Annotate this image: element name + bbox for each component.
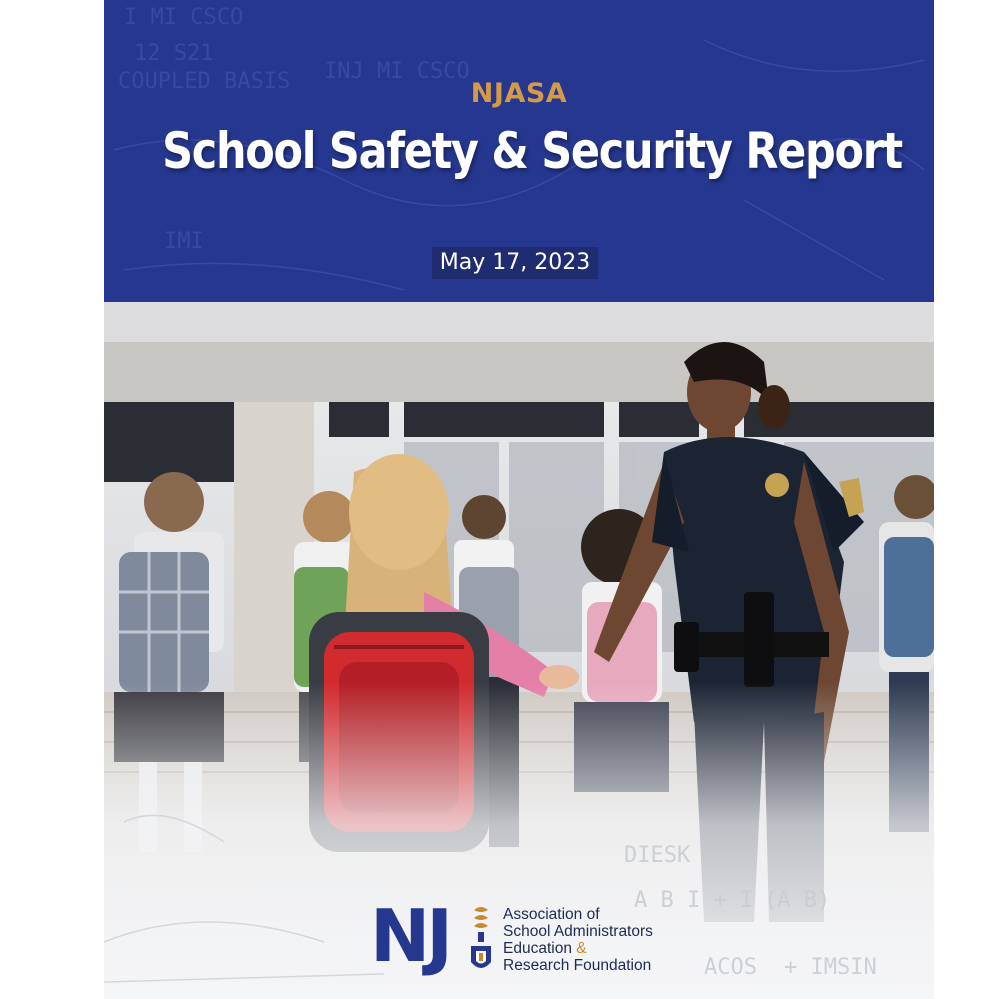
logo-line-text: Education (503, 940, 572, 957)
report-title: School Safety & Security Report (162, 122, 902, 180)
njasa-foundation-logo (370, 894, 690, 982)
cover-photo-officer-greeting-student (104, 302, 934, 999)
cover-header (104, 0, 934, 302)
scribble-text: COUPLED BASIS (118, 69, 291, 94)
building-roof (104, 302, 934, 342)
scribble-text: IMI (164, 229, 204, 254)
chalk-text: ACOS (704, 955, 757, 980)
organization-name: NJASA (470, 78, 568, 109)
building-fascia (104, 342, 934, 402)
scribble-text: INJ MI CSCO (324, 59, 470, 84)
logo-line (503, 940, 733, 957)
report-date: May 17, 2023 (432, 247, 598, 279)
logo-line: School Administrators (503, 923, 653, 940)
scribble-text: I MI CSCO (124, 5, 244, 30)
chalk-text: (A B) (764, 888, 831, 913)
scribble-text: 12 S21 (134, 41, 214, 66)
report-cover (104, 0, 934, 999)
torch-shield-icon (468, 904, 494, 976)
logo-line: Research Foundation (503, 957, 652, 974)
logo-wordmark (503, 906, 733, 974)
logo-ampersand: & (576, 940, 587, 957)
logo-line: Association of (503, 906, 600, 923)
chalk-text: DIESK (624, 843, 691, 868)
chalk-text: A B I + I (634, 888, 754, 913)
logo-nj-mark: NJ (370, 894, 450, 978)
chalk-text: + IMSIN (784, 955, 877, 980)
